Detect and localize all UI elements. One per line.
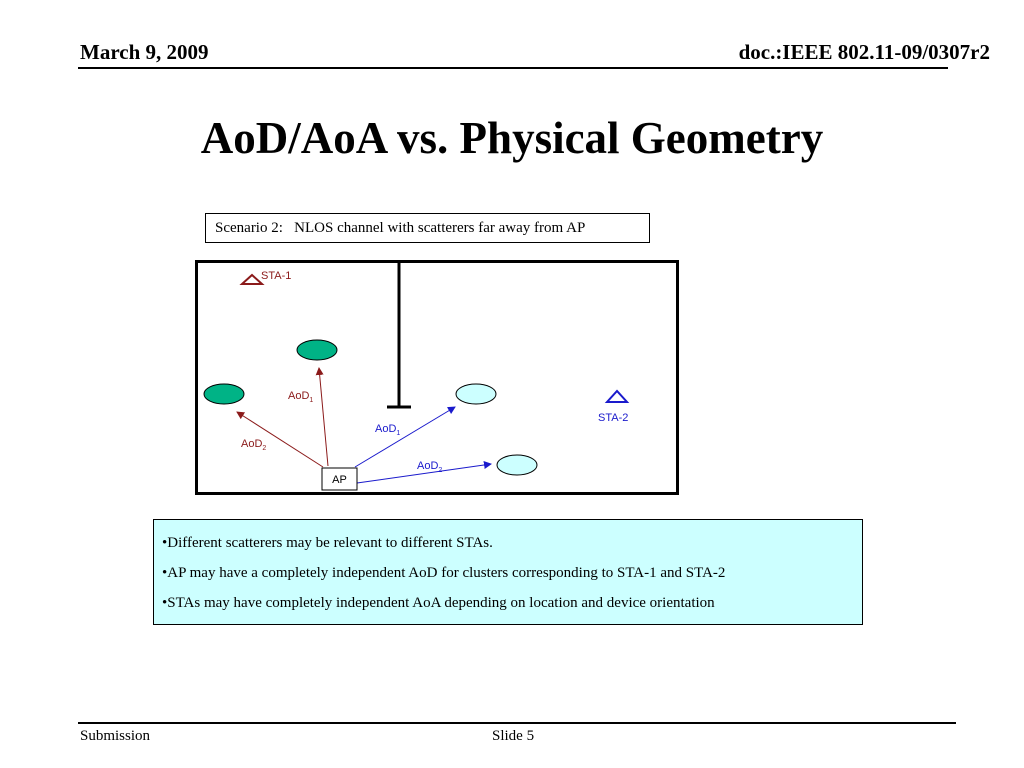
scatterer-lightblue-top (456, 384, 496, 404)
slide-title: AoD/AoA vs. Physical Geometry (200, 113, 824, 163)
diagram-frame (197, 262, 678, 494)
sta2-label: STA-2 (598, 412, 629, 424)
header-date: March 9, 2009 (80, 40, 209, 64)
bullet-box (153, 519, 863, 625)
red-aod2-label: AoD$_2$ (241, 438, 267, 452)
blue-aod1-label: AoD$_1$ (375, 423, 401, 437)
footer-rule (78, 722, 956, 724)
header-doc-id: doc.:IEEE 802.11-09/0307r2 (738, 40, 990, 64)
sta1-label: STA-1 (261, 270, 292, 282)
bullet-item: •Different scatterers may be relevant to different STAs. (162, 535, 493, 551)
red-aod1-label: AoD$_1$ (288, 390, 314, 404)
bullet-item: •STAs may have completely independent AoA depending on location and device orientation (162, 595, 715, 611)
footer-slide-number: Slide 5 (492, 728, 535, 744)
geometry-diagram (195, 260, 679, 495)
geometry-diagram-svg (195, 260, 679, 495)
scatterer-green-left (204, 384, 244, 404)
scatterer-green-top (297, 340, 337, 360)
scatterer-lightblue-bottom (497, 455, 537, 475)
bullet-item: •AP may have a completely independent AoD for clusters corresponding to STA-1 and STA-2 (162, 565, 726, 581)
scenario-caption: Scenario 2: NLOS channel with scatterers far away from AP (205, 213, 650, 243)
ap-label: AP (332, 474, 347, 486)
footer-submission: Submission (80, 728, 151, 744)
blue-aod2-label: AoD$_2$ (417, 460, 443, 474)
header-rule (78, 67, 948, 69)
